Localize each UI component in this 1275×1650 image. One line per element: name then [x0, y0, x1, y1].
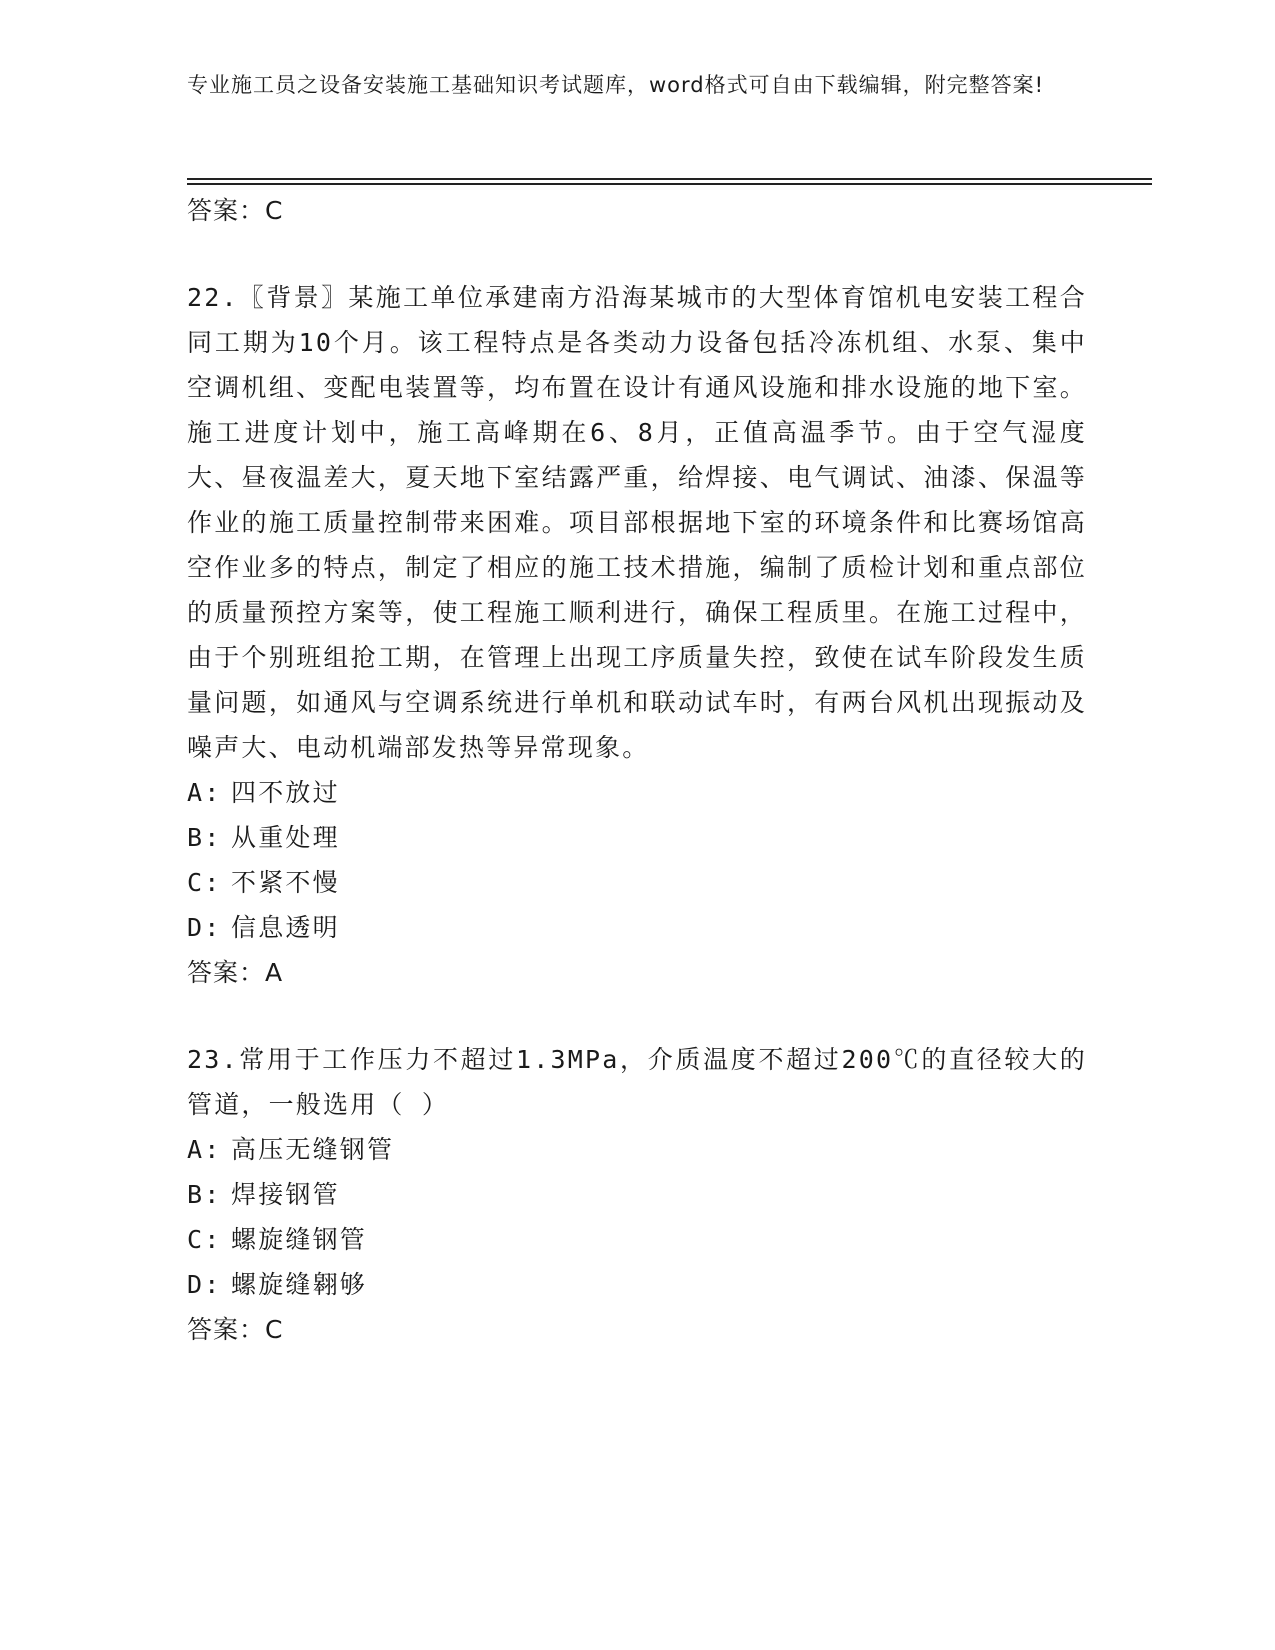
header-divider-bottom	[187, 183, 1152, 185]
option-key: D:	[187, 1270, 222, 1299]
question-answer: 答案：A	[187, 958, 284, 987]
question-text	[187, 1037, 1087, 1127]
option-key: C:	[187, 868, 222, 897]
question-number: 23.	[187, 1045, 239, 1074]
question-body: 〖背景〗某施工单位承建南方沿海某城市的大型体育馆机电安装工程合同工期为10个月。该工程特点是各类动力设备包括冷冻机组、水泵、集中空调机组、变配电装置等，均布置在设计有通风设施和排水设施的地下室。施工进度计划中，施工高峰期在6、8月，正值高温季节。由于空气湿度大、昼夜温差大，夏天地下室结露严重，给焊接、电气调试、油漆、保温等作业的施工质量控制带来困难。项目部根据地下室的环境条件和比赛场馆高空作业多的特点，制定了相应的施工技术措施，编制了质检计划和重点部位的质量预控方案等，使工程施工顺利进行，确保工程质里。在施工过程中，由于个别班组抢工期，在管理上出现工序质量失控，致使在试车阶段发生质量问题，如通风与空调系统进行单机和联动试车时，有两台风机出现振动及噪声大、电动机端部发热等异常现象。	[187, 283, 1087, 762]
option-text: 四不放过	[231, 778, 340, 807]
question-22	[187, 275, 1087, 995]
option-text: 高压无缝钢管	[231, 1135, 395, 1164]
option-text: 从重处理	[231, 823, 340, 852]
document-body	[187, 188, 1087, 1352]
option-key: D:	[187, 913, 222, 942]
option-a	[187, 770, 1087, 815]
option-key: B:	[187, 1180, 222, 1209]
option-b	[187, 1172, 1087, 1217]
document-page	[187, 70, 1152, 101]
option-text: 螺旋缝钢管	[231, 1225, 368, 1254]
question-23	[187, 1037, 1087, 1352]
previous-answer: 答案：C	[187, 196, 284, 225]
option-c	[187, 1217, 1087, 1262]
option-text: 螺旋缝翱够	[231, 1270, 368, 1299]
option-c	[187, 860, 1087, 905]
option-b	[187, 815, 1087, 860]
option-a	[187, 1127, 1087, 1172]
question-answer: 答案：C	[187, 1315, 284, 1344]
option-key: A:	[187, 778, 222, 807]
question-body: 常用于工作压力不超过1.3MPa，介质温度不超过200℃的直径较大的管道，一般选用（ ）	[187, 1045, 1087, 1119]
question-text	[187, 275, 1087, 770]
option-d	[187, 905, 1087, 950]
option-text: 信息透明	[231, 913, 340, 942]
option-text: 焊接钢管	[231, 1180, 340, 1209]
question-number: 22.	[187, 283, 239, 312]
option-key: B:	[187, 823, 222, 852]
document-header: 专业施工员之设备安装施工基础知识考试题库，word格式可自由下载编辑，附完整答案!	[187, 73, 1045, 97]
option-key: A:	[187, 1135, 222, 1164]
option-text: 不紧不慢	[231, 868, 340, 897]
option-key: C:	[187, 1225, 222, 1254]
option-d	[187, 1262, 1087, 1307]
header-divider-top	[187, 178, 1152, 180]
